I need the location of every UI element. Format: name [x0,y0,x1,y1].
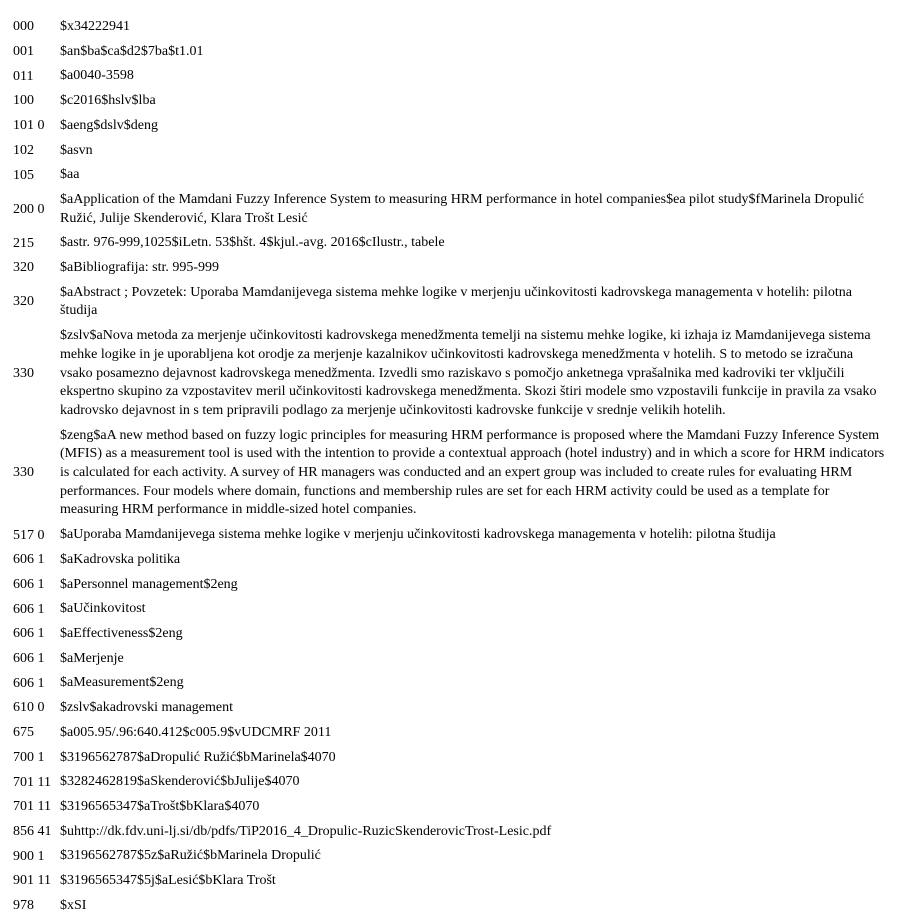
field-content: $zeng$aA new method based on fuzzy logic principles for measuring HRM performance is proposed where the Mamdani Fuzzy Inference System (MFIS) as a measurement tool is used with the intention to provide a contextual approach (hotel industry) and in which a score for HRM indicators is calculated for each activity. A survey of HR managers was conducted and an expert group was included to create rules for evaluating HRM performances. Four models where domain, functions and membership rules are set for each HRM activity could be used as a template for measuring HRM performance in middle-sized hotel companies. [60,427,885,518]
field-content: $aEffectiveness$2eng [60,625,183,641]
field-content: $xSI [60,897,87,913]
field-content: $3282462819$aSkenderović$bJulije$4070 [60,774,300,790]
field-row [13,191,888,228]
field-content: $3196562787$aDropulić Ružić$bMarinela$4070 [60,749,336,765]
field-content: $aKadrovska politika [60,551,181,567]
field-row [13,650,888,669]
field-row [13,724,888,743]
field-row [13,625,888,644]
field-row [13,166,888,185]
field-tag: 100 [13,93,34,109]
field-content: $asvn [60,142,93,158]
field-row [13,43,888,62]
field-row [13,327,888,421]
field-tag: 675 [13,725,34,741]
field-tag: 856 41 [13,823,52,839]
field-content: $aBibliografija: str. 995-999 [60,260,220,276]
field-row [13,526,888,545]
field-tag: 215 [13,235,34,251]
field-row [13,117,888,136]
field-row [13,773,888,792]
field-content: $a005.95/.96:640.412$c005.9$vUDCMRF 2011 [60,724,332,740]
field-row [13,600,888,619]
field-row [13,551,888,570]
field-content: $x34222941 [60,19,130,34]
field-row [13,897,888,915]
field-content: $3196565347$5j$aLesić$bKlara Trošt [60,873,276,889]
field-tag: 517 0 [13,527,45,543]
field-tag: 701 11 [13,799,51,815]
field-row [13,699,888,718]
field-row [13,18,888,37]
field-content: $aa [60,167,80,183]
field-row [13,142,888,161]
field-tag: 320 [13,294,34,310]
field-row [13,92,888,111]
field-tag: 001 [13,44,34,60]
field-tag: 606 1 [13,552,45,568]
field-tag: 606 1 [13,651,45,667]
field-row [13,284,888,321]
field-tag: 978 [13,898,34,914]
field-row [13,823,888,842]
field-tag: 330 [13,365,34,381]
field-tag: 700 1 [13,749,45,765]
field-content: $aApplication of the Mamdani Fuzzy Inference System to measuring HRM performance in hotel companies$ea pilot study$fMarinela Dropulić Ružić, Julije Skenderović, Klara Trošt Lesić [60,191,864,226]
field-tag: 701 11 [13,774,51,790]
field-tag: 901 11 [13,873,51,889]
field-content: $uhttp://dk.fdv.uni-lj.si/db/pdfs/TiP2016_4_Dropulic-RuzicSkenderovicTrost-Lesic.pdf [60,823,552,839]
field-tag: 330 [13,465,34,481]
field-tag: 000 [13,19,34,35]
field-tag: 606 1 [13,675,45,691]
field-content: $3196565347$aTrošt$bKlara$4070 [60,798,260,814]
field-tag: 610 0 [13,700,45,716]
field-tag: 320 [13,260,34,276]
field-content: $aeng$dslv$deng [60,117,158,133]
field-row [13,798,888,817]
field-tag: 606 1 [13,576,45,592]
field-tag: 900 1 [13,848,45,864]
field-tag: 200 0 [13,201,45,217]
field-content: $a0040-3598 [60,68,134,84]
field-tag: 011 [13,68,34,84]
field-content: $zslv$akadrovski management [60,700,234,716]
field-content: $3196562787$5z$aRužić$bMarinela Dropulić [60,848,321,864]
field-content: $aMerjenje [60,650,124,666]
field-tag: 105 [13,167,34,183]
field-row [13,67,888,86]
field-row [13,872,888,891]
field-content: $astr. 976-999,1025$iLetn. 53$hšt. 4$kjul.-avg. 2016$cIlustr., tabele [60,235,445,251]
field-content: $aUčinkovitost [60,601,146,617]
field-row [13,674,888,693]
field-tag: 101 0 [13,118,45,134]
field-row [13,576,888,595]
field-content: $aPersonnel management$2eng [60,576,238,592]
field-row [13,427,888,521]
field-content: $zslv$aNova metoda za merjenje učinkovitosti kadrovskega menedžmenta temelji na sistemu mehke logike, ki izhaja iz Mamdanijevega sistema mehke logike in je uporabljena kot orodje za merjenje kazalnikov učinkovitosti kadrovskega menedžmenta v hotelih. S to metodo se izračuna vsako posamezno dejavnost kadrovskega menedžmenta. Izvedli smo raziskavo s pomočjo anketnega vprašalnika med kadroviki ter vključili ekspertno skupino za vzpostavitev meril učinkovitosti kadrovskega menedžmenta. Skozi štiri modele smo vzpostavili funkcije in pravila za vsako kadrovsko dejavnost in s tem pripravili podlago za merjenje učinkovitosti kadrovske funkcije v srednje velikih hotelih. [60,328,877,418]
field-content: $aAbstract ; Povzetek: Uporaba Mamdanijevega sistema mehke logike v merjenju učinkovitosti kadrovskega managementa v hotelih: pilotna študija [60,284,852,319]
field-content: $aMeasurement$2eng [60,675,184,691]
field-row [13,749,888,768]
field-content: $c2016$hslv$lba [60,93,156,109]
field-tag: 606 1 [13,601,45,617]
field-tag: 606 1 [13,626,45,642]
field-row [13,847,888,866]
field-row [13,259,888,278]
field-row [13,234,888,253]
field-content: $aUporaba Mamdanijevega sistema mehke logike v merjenju učinkovitosti kadrovskega managementa v hotelih: pilotna študija [60,527,776,543]
field-content: $an$ba$ca$d2$7ba$t1.01 [60,43,204,59]
field-tag: 102 [13,142,34,158]
